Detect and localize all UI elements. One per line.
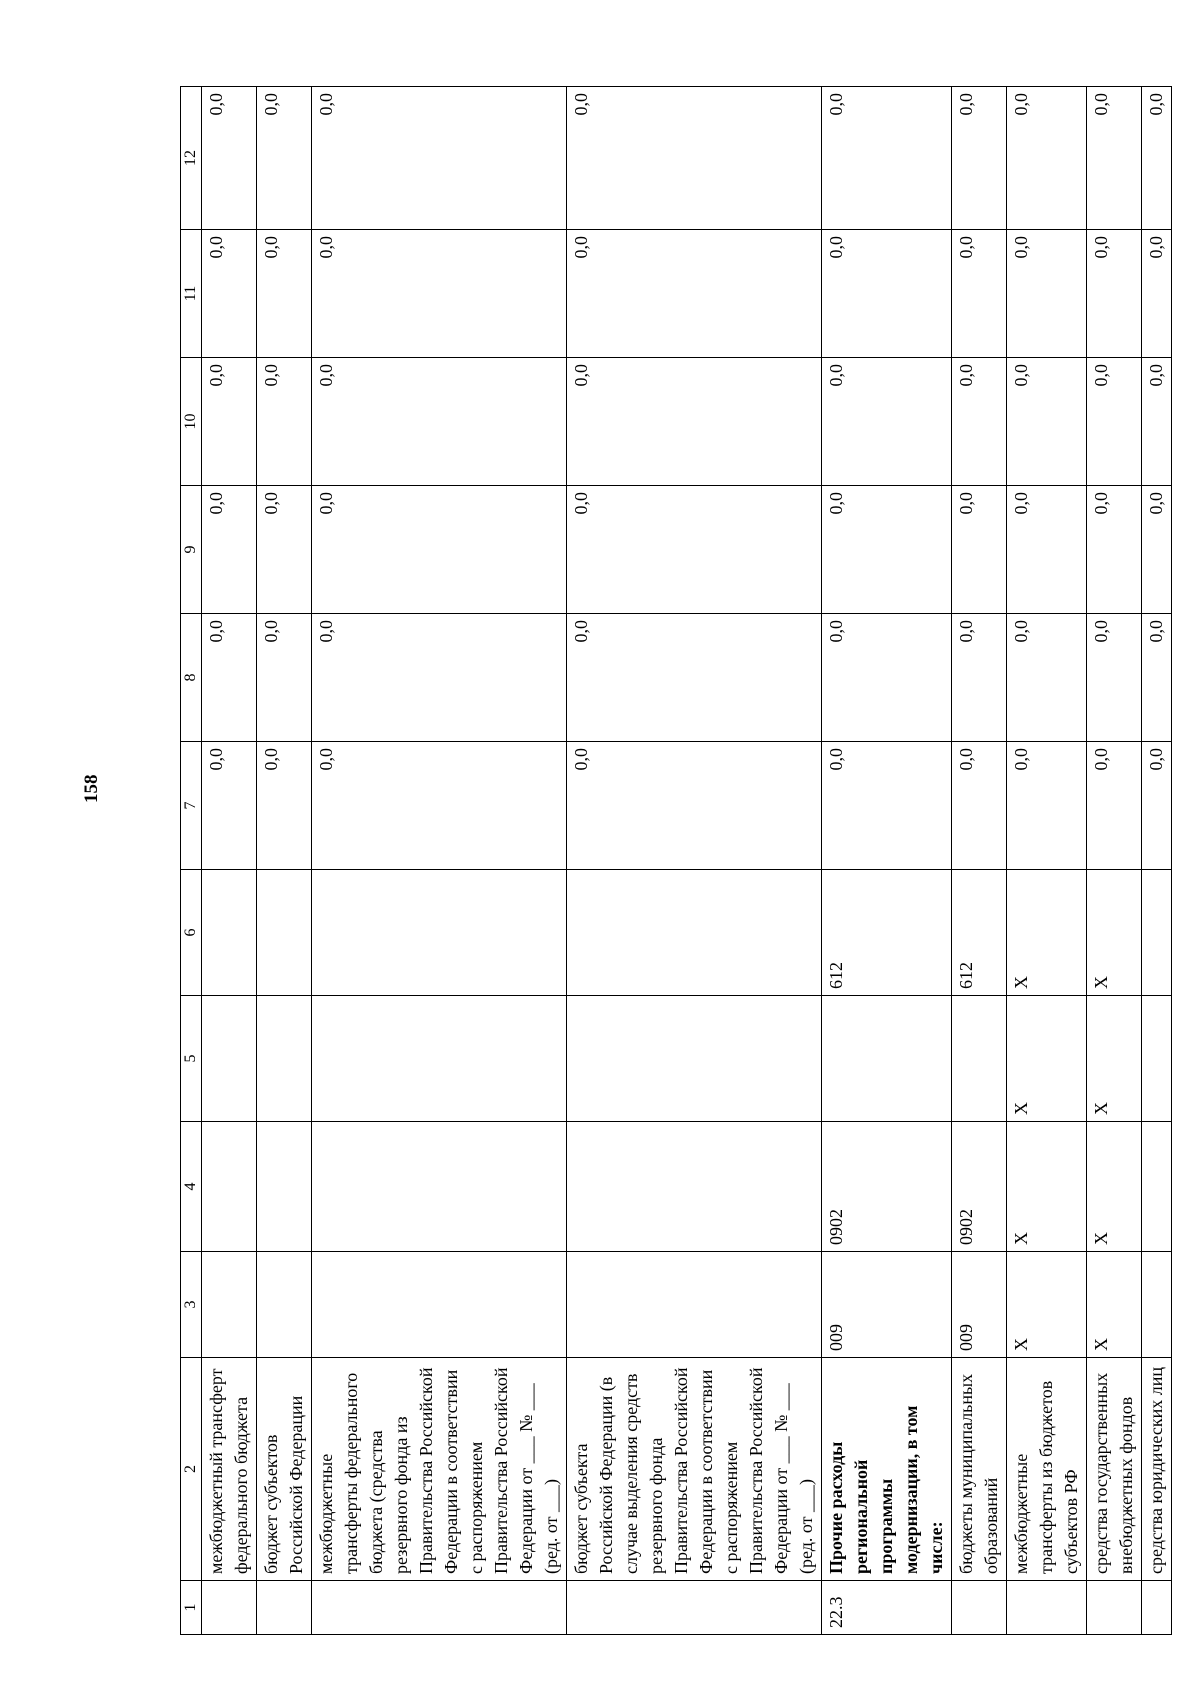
table-cell: X	[1007, 996, 1087, 1122]
table-cell: 0,0	[1007, 230, 1087, 358]
row-number-cell	[257, 1581, 312, 1635]
row-number-cell	[312, 1581, 567, 1635]
table-cell	[567, 996, 822, 1122]
table-cell: 0,0	[1087, 230, 1142, 358]
col-header: 10	[181, 358, 202, 486]
page-number: 158	[81, 774, 102, 803]
table-cell: 009	[952, 1252, 1007, 1358]
table-cell: 0,0	[1007, 486, 1087, 614]
table-cell: 0,0	[567, 230, 822, 358]
table-cell: 0,0	[257, 614, 312, 742]
col-header: 3	[181, 1252, 202, 1358]
table-cell: 0,0	[567, 87, 822, 230]
col-header: 8	[181, 614, 202, 742]
row-name-cell: средства юридических лиц	[1142, 1358, 1172, 1581]
table-row	[1007, 87, 1087, 1635]
table-cell: 0,0	[1087, 358, 1142, 486]
table-cell: 0,0	[257, 486, 312, 614]
table-cell: 0,0	[312, 358, 567, 486]
table-cell: 0,0	[822, 614, 952, 742]
row-number-cell: 22.3	[822, 1581, 952, 1635]
table-cell: 0,0	[952, 87, 1007, 230]
table-row	[1087, 87, 1142, 1635]
table-cell	[567, 1122, 822, 1252]
row-name-cell: бюджет субъекта Российской Федерации (в случае выделения средств резервного фонда Правительства Российской Федерации в соответствии с распоряжением Правительства Российской Федерации от ___ № ___ (ред. от ___)	[567, 1358, 822, 1581]
table-cell: 0,0	[312, 230, 567, 358]
table-cell: 0,0	[257, 742, 312, 870]
table-cell	[202, 1252, 257, 1358]
table-cell: 0,0	[822, 486, 952, 614]
table-cell: 0,0	[202, 230, 257, 358]
table-cell: X	[1007, 1252, 1087, 1358]
row-number-cell	[567, 1581, 822, 1635]
table-cell: 0,0	[952, 614, 1007, 742]
row-name-cell: межбюджетные трансферты федерального бюджета (средства резервного фонда из Правительства Российской Федерации в соответствии с распоряжением Правительства Российской Федерации от ___ № ___ (ред. от ___)	[312, 1358, 567, 1581]
row-name-cell: бюджеты муниципальных образований	[952, 1358, 1007, 1581]
table-cell: 0,0	[1007, 87, 1087, 230]
table-row	[257, 87, 312, 1635]
table-cell: 0,0	[202, 742, 257, 870]
row-name-cell: Прочие расходы региональной программы модернизации, в том числе:	[822, 1358, 952, 1581]
table-cell	[257, 1252, 312, 1358]
table-cell	[952, 996, 1007, 1122]
table-cell: 0,0	[567, 742, 822, 870]
table-cell: 0902	[952, 1122, 1007, 1252]
table-cell: 0,0	[1142, 230, 1172, 358]
table-cell	[257, 870, 312, 996]
row-name-cell: межбюджетный трансферт федерального бюджета	[202, 1358, 257, 1581]
table-cell: 0,0	[312, 87, 567, 230]
table-cell: X	[1087, 870, 1142, 996]
table-cell: 0,0	[822, 358, 952, 486]
budget-table	[180, 86, 1172, 1635]
row-number-cell	[1007, 1581, 1087, 1635]
table-cell: X	[1087, 996, 1142, 1122]
table-cell	[312, 1252, 567, 1358]
col-header: 4	[181, 1122, 202, 1252]
table-cell	[202, 1122, 257, 1252]
table-cell	[1142, 1122, 1172, 1252]
table-cell: 0,0	[1142, 358, 1172, 486]
table-row	[202, 87, 257, 1635]
row-number-cell	[1142, 1581, 1172, 1635]
table-cell: 0,0	[1007, 358, 1087, 486]
table-cell: 0,0	[202, 486, 257, 614]
col-header: 6	[181, 870, 202, 996]
table-cell	[1142, 1252, 1172, 1358]
col-header: 2	[181, 1358, 202, 1581]
table-cell	[312, 1122, 567, 1252]
table-cell: 0,0	[202, 358, 257, 486]
table-row	[952, 87, 1007, 1635]
table-cell: 0,0	[567, 614, 822, 742]
table-cell: 0,0	[1007, 614, 1087, 742]
table-cell: 0,0	[567, 358, 822, 486]
table-cell: 0,0	[257, 358, 312, 486]
table-cell: 0,0	[567, 486, 822, 614]
table-cell: 0,0	[1087, 742, 1142, 870]
table-cell: 0,0	[952, 358, 1007, 486]
table-cell	[202, 996, 257, 1122]
row-number-cell	[952, 1581, 1007, 1635]
table-cell: X	[1007, 870, 1087, 996]
row-number-cell	[202, 1581, 257, 1635]
table-row	[567, 87, 822, 1635]
col-header: 9	[181, 486, 202, 614]
table-cell: 0,0	[822, 742, 952, 870]
col-header: 12	[181, 87, 202, 230]
table-cell	[567, 870, 822, 996]
table-cell	[567, 1252, 822, 1358]
header-row	[181, 87, 202, 1635]
table-cell: 0,0	[1007, 742, 1087, 870]
row-number-cell	[1087, 1581, 1142, 1635]
table-cell: 0,0	[257, 230, 312, 358]
table-cell: 0,0	[822, 230, 952, 358]
col-header: 1	[181, 1581, 202, 1635]
col-header: 5	[181, 996, 202, 1122]
table-cell: 009	[822, 1252, 952, 1358]
table-cell: X	[1007, 1122, 1087, 1252]
table-cell	[202, 870, 257, 996]
table-cell	[1142, 996, 1172, 1122]
table-cell: 0,0	[952, 486, 1007, 614]
table-cell: 0,0	[257, 87, 312, 230]
row-name-cell: средства государственных внебюджетных фондов	[1087, 1358, 1142, 1581]
table-cell: 0,0	[312, 742, 567, 870]
row-name-cell: межбюджетные трансферты из бюджетов субъектов РФ	[1007, 1358, 1087, 1581]
table-cell: 0,0	[1087, 614, 1142, 742]
table-row	[822, 87, 952, 1635]
row-name-cell: бюджет субъектов Российской Федерации	[257, 1358, 312, 1581]
col-header: 7	[181, 742, 202, 870]
table-cell: 0,0	[1142, 742, 1172, 870]
table-cell: 0,0	[1142, 87, 1172, 230]
table-cell: 0,0	[312, 614, 567, 742]
table-cell: 612	[822, 870, 952, 996]
table-cell	[312, 996, 567, 1122]
table-cell: X	[1087, 1252, 1142, 1358]
table-cell: 0,0	[1142, 614, 1172, 742]
table-cell	[1142, 870, 1172, 996]
table-cell: 0,0	[1142, 486, 1172, 614]
table-cell: 0,0	[952, 742, 1007, 870]
table-cell	[822, 996, 952, 1122]
table-cell	[257, 1122, 312, 1252]
col-header: 11	[181, 230, 202, 358]
table-row	[1142, 87, 1172, 1635]
table-cell: 0,0	[952, 230, 1007, 358]
table-cell	[257, 996, 312, 1122]
table-cell: 0,0	[202, 614, 257, 742]
table-cell: 0,0	[202, 87, 257, 230]
table-cell: 0,0	[822, 87, 952, 230]
rotated-table-container	[180, 87, 1166, 1635]
table-cell: 612	[952, 870, 1007, 996]
table-cell: 0,0	[1087, 486, 1142, 614]
table-cell: X	[1087, 1122, 1142, 1252]
table-cell: 0,0	[1087, 87, 1142, 230]
table-row	[312, 87, 567, 1635]
table-cell: 0,0	[312, 486, 567, 614]
table-cell: 0902	[822, 1122, 952, 1252]
table-cell	[312, 870, 567, 996]
